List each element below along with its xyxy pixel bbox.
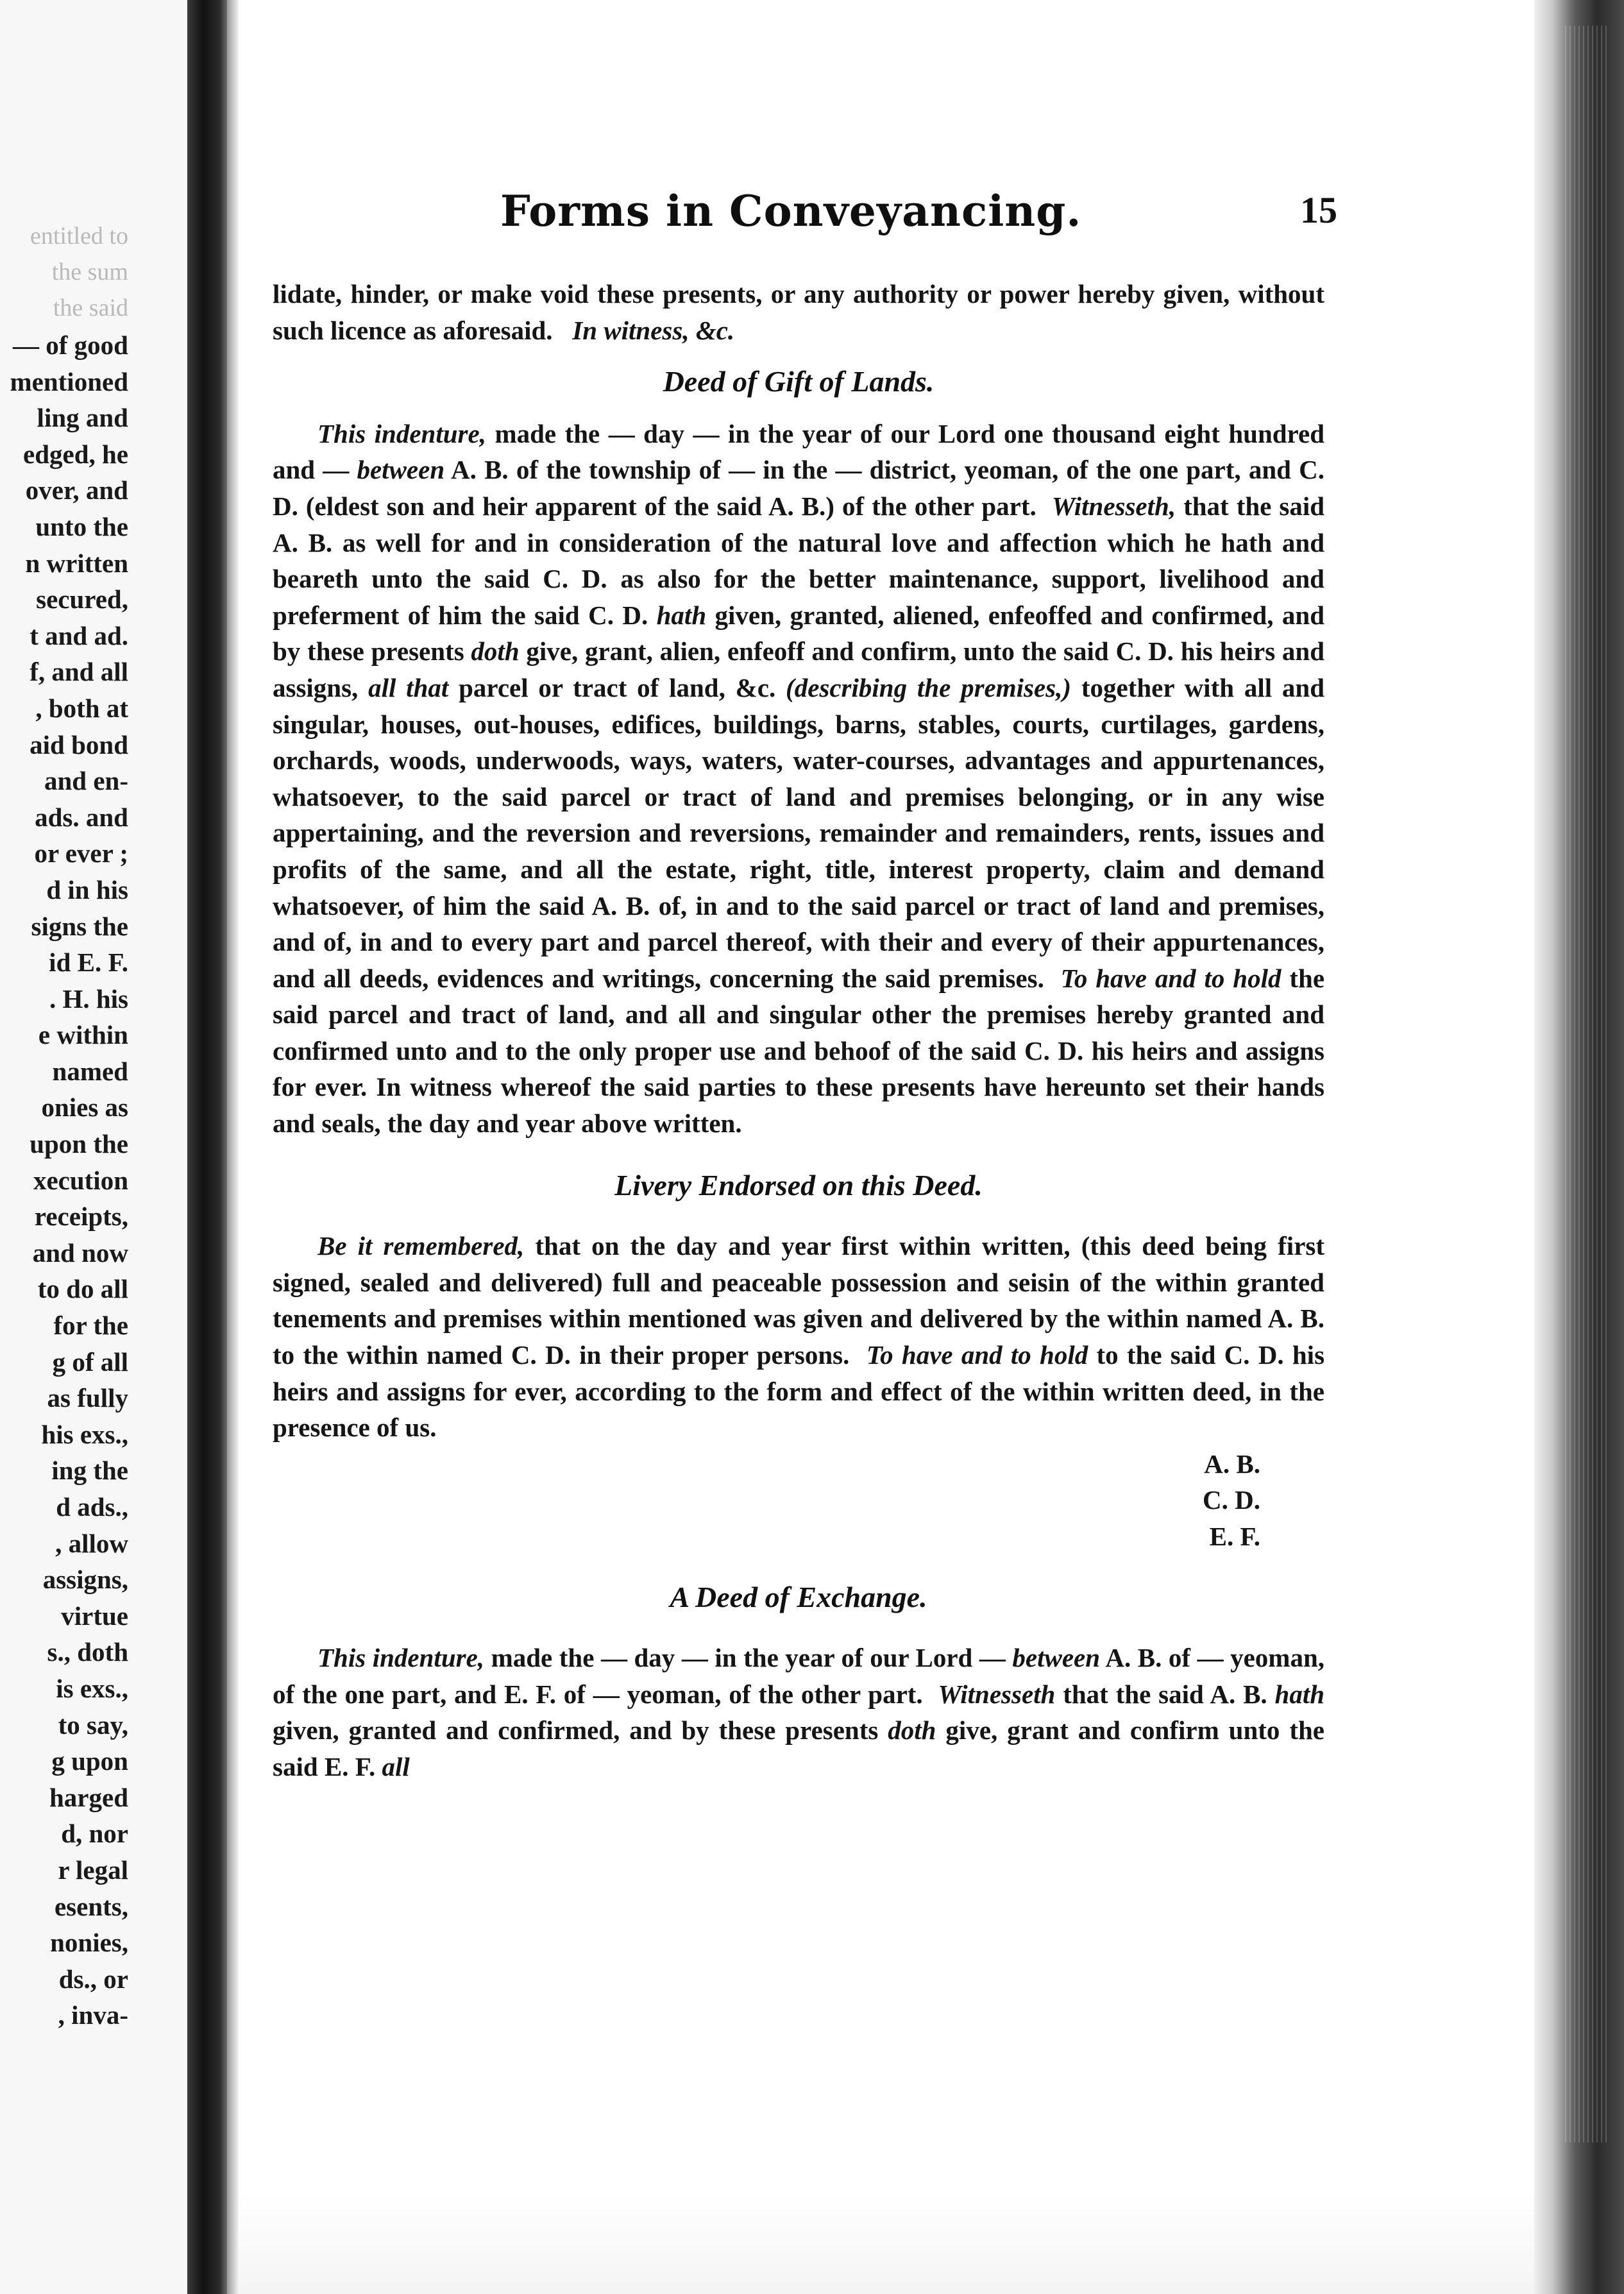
facing-page-line: as fully bbox=[47, 1383, 128, 1413]
book-gutter bbox=[187, 0, 227, 2294]
facing-page-line: for the bbox=[53, 1311, 128, 1341]
facing-page-line: , both at bbox=[35, 693, 128, 723]
facing-page-line: d in his bbox=[46, 874, 128, 905]
facing-page-line: harged bbox=[49, 1782, 128, 1812]
facing-page-line: ing the bbox=[51, 1456, 128, 1486]
facing-page-line: aid bond bbox=[30, 729, 128, 760]
facing-page-line: s., doth bbox=[47, 1637, 128, 1667]
facing-page-line: named bbox=[52, 1056, 128, 1086]
facing-page-line: is exs., bbox=[56, 1673, 128, 1703]
facing-page-line: signs the bbox=[31, 911, 128, 941]
facing-page-line: virtue bbox=[61, 1601, 128, 1631]
gutter-shadow bbox=[227, 0, 239, 2294]
facing-page-line: edged, he bbox=[23, 439, 128, 469]
facing-page-line: d ads., bbox=[56, 1492, 128, 1522]
deed-of-gift-paragraph: This indenture, made the — day — in the year of our Lord one thousand eight hundred and — between A. B. of the township of — in the — district, yeoman, of the one part, and C. D. (eldest son and heir apparent of the said A. B.) of the other part. Witnesseth, that the said A. B. as well for and in consideration of the natural love and affection which he hath and beareth unto the said C. D. as also for the better maintenance, support, livelihood and preferment of him the said C. D. hath given, granted, aliened, enfeoffed and confirmed, and by these presents doth give, grant, alien, enfeoff and confirm, unto the said C. D. his heirs and assigns, all that parcel or tract of land, &c. (describing the premises,) together with all and singular, houses, out-houses, edifices, buildings, barns, stables, courts, curtilages, gardens, orchards, woods, underwoods, ways, waters, water-courses, advantages and appurtenances, whatsoever, to the said parcel or tract of land and premises belonging, or in any wise appertaining, and the reversion and reversions, remainder and remainders, rents, issues and profits of the same, and all the estate, right, title, interest property, claim and demand whatsoever, of him the said A. B. of, in and to the said parcel or tract of land and premises, and of, in and to every part and parcel thereof, with their and every of their appurtenances, and all deeds, evidences and writings, concerning the said premises. To have and to hold the said parcel and tract of land, and all and singular other the premises hereby granted and confirmed unto and to the only proper use and behoof of the said C. D. his heirs and assigns for ever. In witness whereof the said parties to these presents have hereunto set their hands and seals, the day and year above written. bbox=[273, 418, 1325, 1139]
facing-page-line: — of good bbox=[13, 330, 128, 360]
facing-page-line: onies as bbox=[41, 1092, 128, 1123]
facing-page-line: g of all bbox=[52, 1347, 128, 1377]
facing-page-line: ds., or bbox=[58, 1964, 128, 1994]
facing-page-line: n written bbox=[25, 548, 128, 578]
exchange-paragraph: This indenture, made the — day — in the year of our Lord — between A. B. of — yeoman, of the one part, and E. F. of — yeoman, of the other part. Witnesseth that the said A. B. hath given, granted and confirmed, and by these presents doth give, grant and confirm unto the said E. F. all bbox=[273, 1643, 1325, 1781]
facing-page-line: assigns, bbox=[42, 1565, 128, 1595]
running-head bbox=[500, 186, 1337, 244]
facing-page-line: ads. and bbox=[35, 802, 128, 832]
facing-page-line: secured, bbox=[36, 584, 128, 615]
facing-page-line: . H. his bbox=[49, 983, 128, 1014]
running-title: Forms in Conveyancing. bbox=[500, 186, 1082, 236]
signature-ef: E. F. bbox=[1209, 1522, 1260, 1551]
facing-page-line: , allow bbox=[55, 1528, 128, 1558]
facing-page-line: g upon bbox=[51, 1746, 128, 1776]
facing-page-line: xecution bbox=[33, 1165, 128, 1195]
livery-paragraph: Be it remembered, that on the day and year first within written, (this deed being first signed, sealed and delivered) full and peaceable possession and seisin of the within granted tenements and premises within mentioned was given and delivered by the within named A. B. to the within named C. D. in their proper persons. To have and to hold to the said C. D. his heirs and assigns for ever, according to the form and effect of the within written deed, in the presence of us. bbox=[273, 1231, 1325, 1443]
facing-page-line: nonies, bbox=[50, 1928, 128, 1958]
signature-ab: A. B. bbox=[1204, 1449, 1260, 1479]
page-edge-leaves bbox=[1565, 26, 1610, 2143]
facing-page-line: to do all bbox=[37, 1274, 128, 1304]
facing-page-line: his exs., bbox=[41, 1419, 128, 1449]
facing-page-line: or ever ; bbox=[34, 838, 128, 869]
facing-page bbox=[0, 0, 186, 2294]
heading-deed-of-gift: Deed of Gift of Lands. bbox=[663, 365, 935, 398]
facing-page-line: esents, bbox=[54, 1891, 128, 1921]
facing-page-line: receipts, bbox=[34, 1202, 128, 1232]
signature-cd: C. D. bbox=[1203, 1485, 1260, 1515]
facing-page-line: and en- bbox=[44, 766, 128, 796]
page-number: 15 bbox=[1300, 189, 1337, 231]
facing-page-line: ling and bbox=[37, 403, 128, 433]
facing-page-line: unto the bbox=[35, 511, 128, 541]
heading-deed-of-exchange: A Deed of Exchange. bbox=[670, 1580, 927, 1613]
facing-page-line: r legal bbox=[58, 1855, 128, 1885]
facing-page-text bbox=[10, 327, 129, 2034]
facing-page-line: , inva- bbox=[58, 2000, 128, 2030]
facing-page-line: over, and bbox=[25, 475, 128, 506]
facing-page-line: and now bbox=[32, 1237, 128, 1268]
facing-page-line: e within bbox=[38, 1020, 128, 1050]
facing-page-line: upon the bbox=[30, 1129, 128, 1159]
intro-paragraph: lidate, hinder, or make void these presents, or any authority or power hereby given, without such licence as aforesaid. In witness, &c. bbox=[273, 279, 1324, 345]
facing-page-faint-lines: entitled to the sum the said bbox=[30, 223, 128, 321]
facing-page-line: to say, bbox=[58, 1710, 128, 1740]
facing-page-line: mentioned bbox=[10, 366, 128, 396]
page-bottom bbox=[239, 2194, 1534, 2294]
heading-livery: Livery Endorsed on this Deed. bbox=[614, 1168, 983, 1202]
facing-page-line: id E. F. bbox=[49, 947, 128, 978]
witness-signatures bbox=[273, 1446, 1324, 1555]
facing-page-line: d, nor bbox=[61, 1819, 128, 1849]
facing-page-line: t and ad. bbox=[30, 620, 128, 650]
page-body bbox=[273, 276, 1324, 1785]
facing-page-line: f, and all bbox=[30, 657, 128, 687]
